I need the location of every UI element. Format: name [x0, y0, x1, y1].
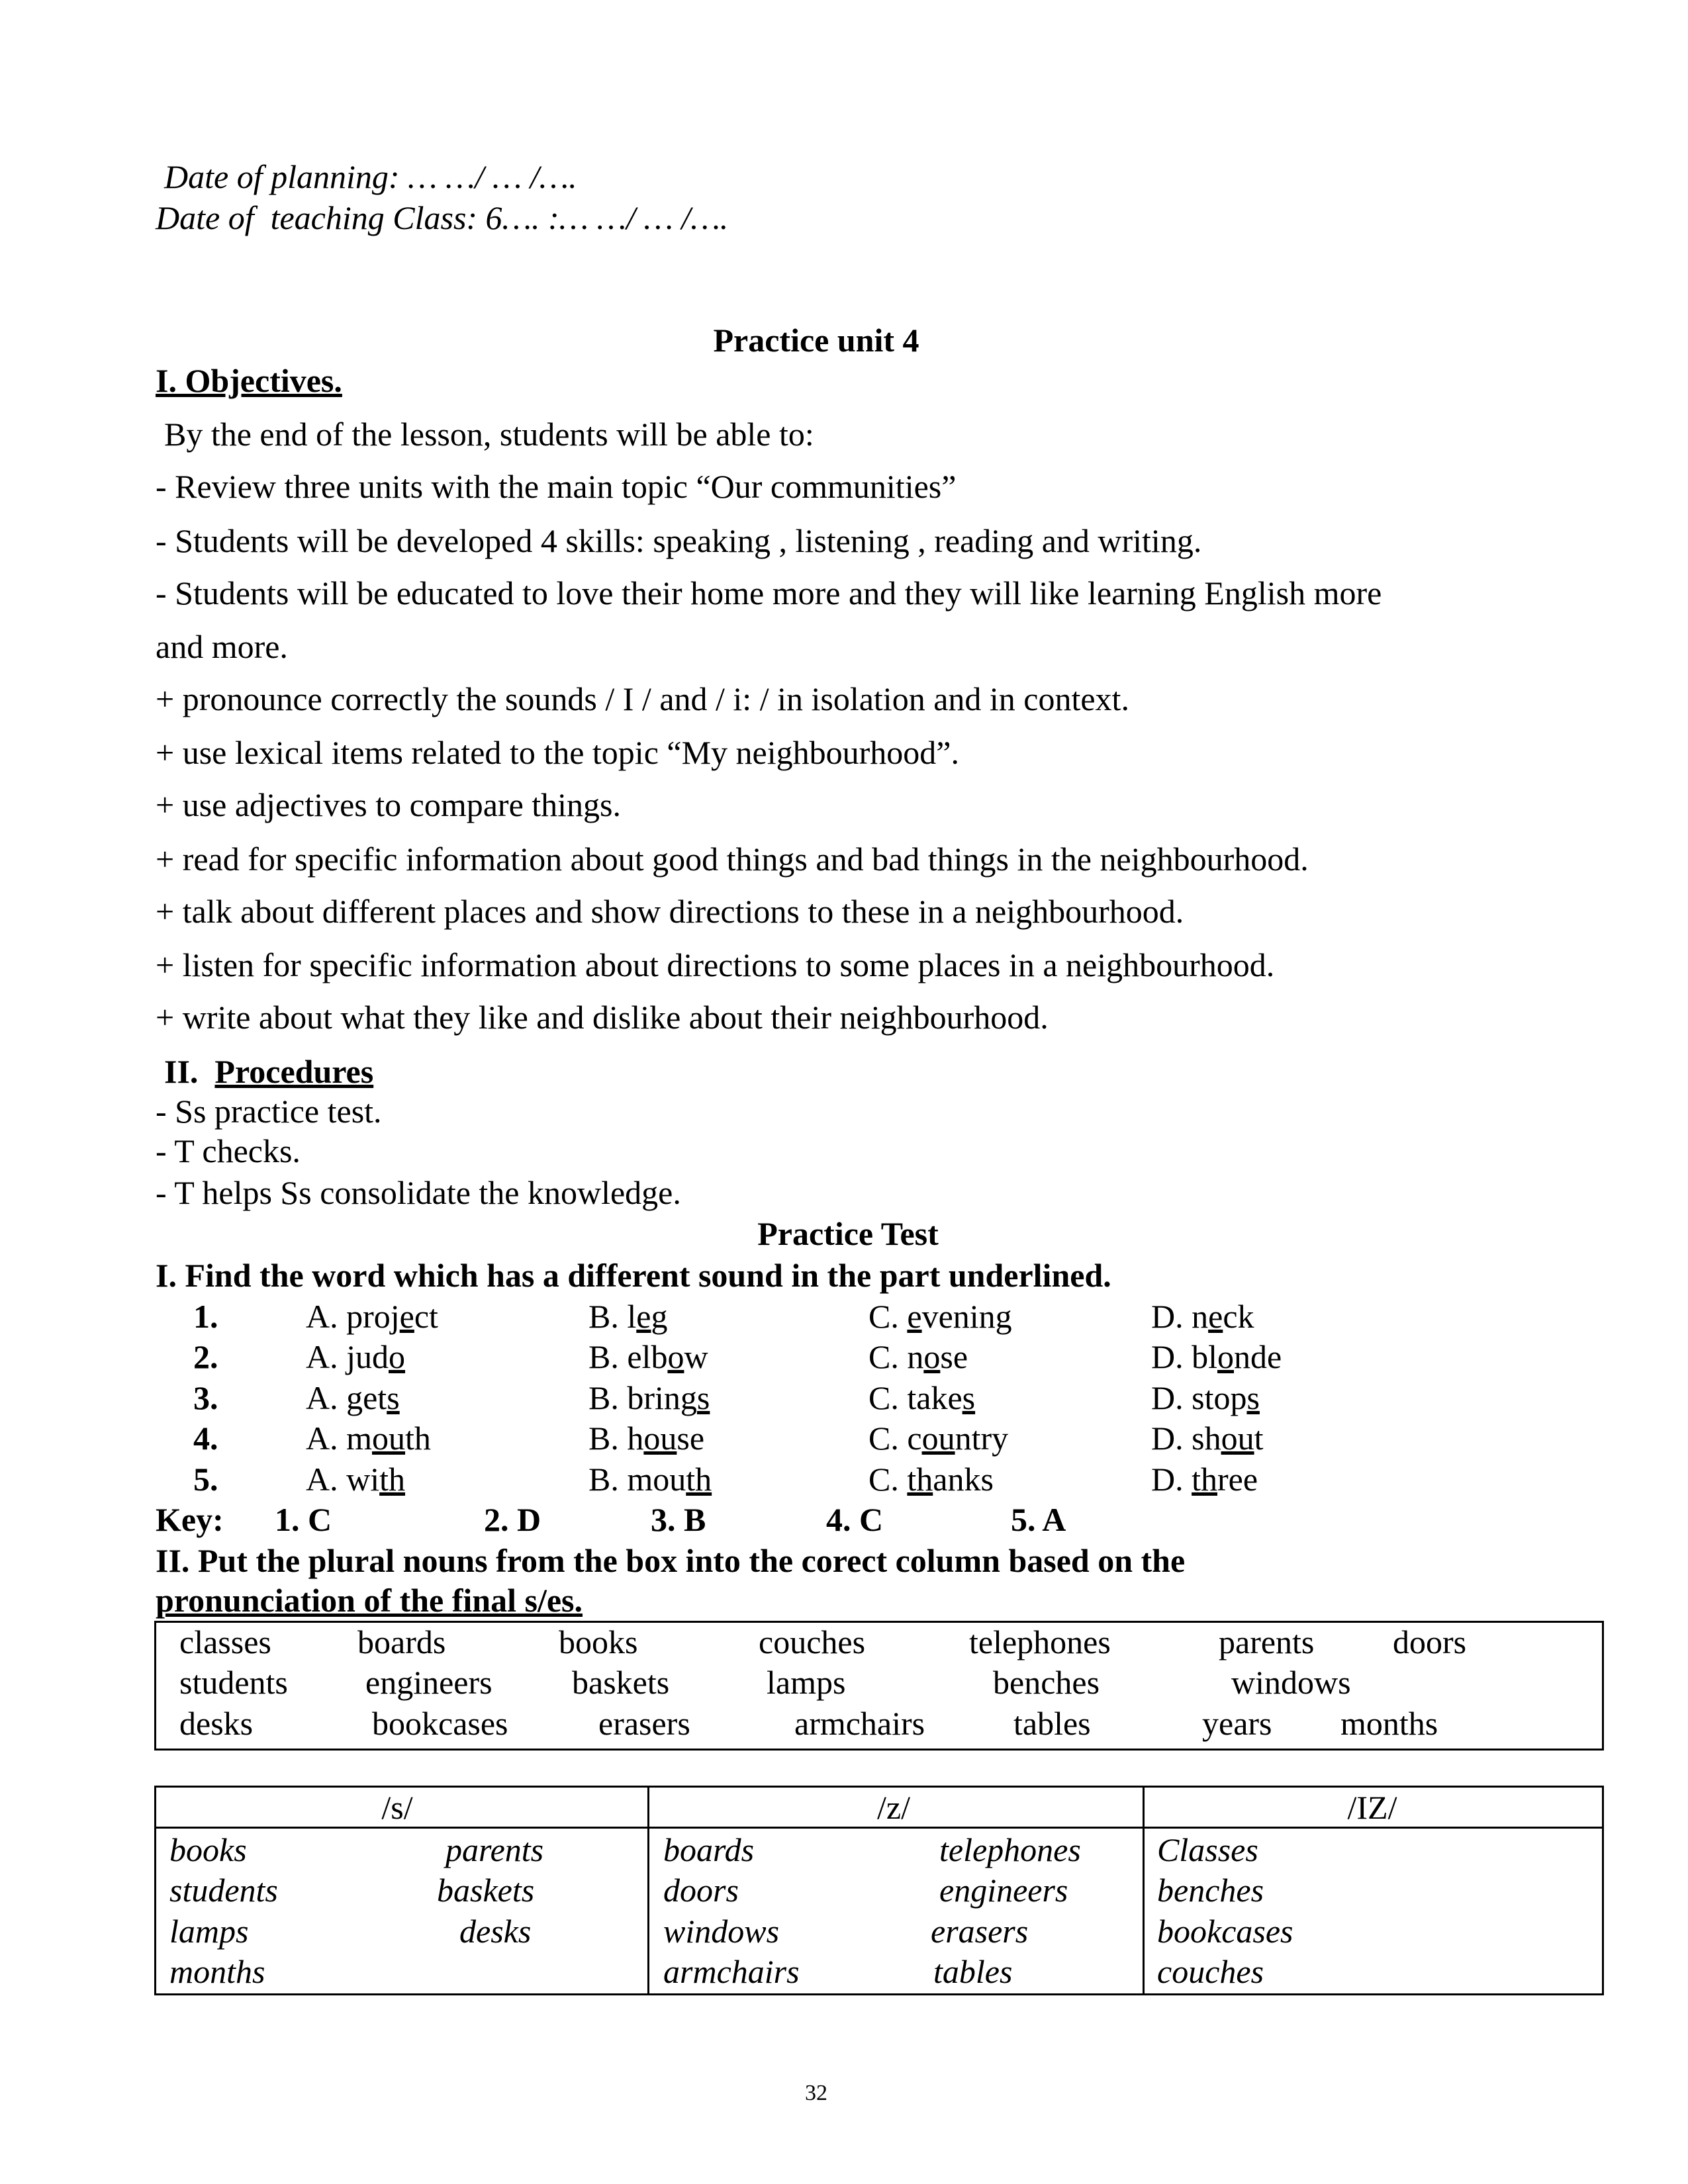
- option-text: A.: [306, 1338, 347, 1375]
- option-text: n: [907, 1338, 924, 1375]
- column-header-iz: /IZ/: [1347, 1789, 1397, 1826]
- table-header-divider: [154, 1827, 1604, 1829]
- exercise-2-heading-cont: pronunciation of the final s/es.: [156, 1582, 583, 1619]
- procedure-item: - T helps Ss consolidate the knowledge.: [156, 1174, 681, 1211]
- underlined-part: ou: [372, 1420, 406, 1457]
- answer-option: [306, 1379, 400, 1416]
- answer-option: [868, 1379, 975, 1416]
- key-answer: 3. B: [651, 1501, 706, 1538]
- box-word: students: [179, 1664, 288, 1701]
- answer-option: [306, 1338, 405, 1375]
- answer-option: [588, 1298, 667, 1335]
- option-text: B.: [588, 1461, 628, 1498]
- underlined-part: o: [923, 1338, 941, 1375]
- box-word: desks: [179, 1705, 254, 1742]
- answer-option: [868, 1461, 994, 1498]
- objective-item: + read for specific information about good things and bad things in the neighbourhood.: [156, 841, 1309, 878]
- option-text: ck: [1223, 1298, 1254, 1335]
- underlined-part: e: [1208, 1298, 1223, 1335]
- answer-option: [588, 1338, 708, 1375]
- procedures-heading: [164, 1053, 373, 1090]
- answer-option: [306, 1420, 431, 1457]
- option-text: h: [627, 1420, 644, 1457]
- option-text: B.: [588, 1338, 628, 1375]
- option-text: wi: [346, 1461, 380, 1498]
- page-number: 32: [805, 2081, 827, 2105]
- underlined-part: o: [667, 1338, 684, 1375]
- option-text: mou: [627, 1461, 686, 1498]
- option-text: elb: [627, 1338, 668, 1375]
- s-word: students: [169, 1872, 278, 1909]
- underlined-part: th: [1192, 1461, 1218, 1498]
- answer-option: [1151, 1338, 1282, 1375]
- box-word: boards: [357, 1623, 446, 1661]
- z-word: engineers: [939, 1872, 1068, 1909]
- objective-item: - Students will be educated to love their home more and they will like learning English more: [156, 574, 1382, 612]
- s-word: books: [169, 1831, 247, 1868]
- option-text: stop: [1192, 1379, 1247, 1416]
- option-text: t: [1254, 1420, 1264, 1457]
- objective-item: + listen for specific information about directions to some places in a neighbourhood.: [156, 946, 1275, 983]
- key-answer: 1. C: [275, 1501, 332, 1538]
- question-number: 4.: [193, 1420, 218, 1457]
- option-text: B.: [588, 1298, 628, 1335]
- column-divider: [647, 1786, 649, 1993]
- box-word: erasers: [598, 1705, 690, 1742]
- underlined-part: o: [389, 1338, 406, 1375]
- option-text: g: [651, 1298, 668, 1335]
- question-number: 3.: [193, 1379, 218, 1416]
- option-text: proj: [346, 1298, 400, 1335]
- answer-option: [868, 1338, 968, 1375]
- exercise-2-heading: II. Put the plural nouns from the box into the corect column based on the: [156, 1542, 1186, 1579]
- key-answer: 2. D: [484, 1501, 541, 1538]
- key-label: Key:: [156, 1501, 224, 1538]
- answer-option: [868, 1298, 1012, 1335]
- objective-item: + use lexical items related to the topic “My neighbourhood”.: [156, 734, 959, 771]
- underlined-part: e: [907, 1298, 922, 1335]
- question-number: 1.: [193, 1298, 218, 1335]
- answer-option: [306, 1298, 438, 1335]
- box-word: lamps: [767, 1664, 846, 1701]
- option-text: se: [677, 1420, 705, 1457]
- box-word: bookcases: [372, 1705, 508, 1742]
- s-word: months: [169, 1953, 265, 1990]
- option-text: th: [405, 1420, 431, 1457]
- answer-option: [868, 1420, 1008, 1457]
- box-word: doors: [1393, 1623, 1467, 1661]
- box-word: parents: [1219, 1623, 1315, 1661]
- option-text: D.: [1151, 1461, 1192, 1498]
- option-text: C.: [868, 1461, 908, 1498]
- option-text: se: [940, 1338, 968, 1375]
- iz-word: benches: [1157, 1872, 1264, 1909]
- option-text: n: [1192, 1298, 1209, 1335]
- z-word: boards: [663, 1831, 755, 1868]
- box-word: windows: [1231, 1664, 1351, 1701]
- objectives-intro: By the end of the lesson, students will be able to:: [164, 416, 814, 453]
- option-text: sh: [1192, 1420, 1221, 1457]
- page-title: Practice unit 4: [713, 322, 919, 359]
- underlined-part: ou: [643, 1420, 677, 1457]
- practice-test-title: Practice Test: [757, 1215, 939, 1252]
- column-divider: [1143, 1786, 1145, 1993]
- option-text: D.: [1151, 1298, 1192, 1335]
- underlined-part: ou: [921, 1420, 955, 1457]
- option-text: A.: [306, 1461, 347, 1498]
- exercise-1-heading: I. Find the word which has a different sound in the part underlined.: [156, 1257, 1111, 1294]
- iz-word: bookcases: [1157, 1913, 1293, 1950]
- box-word: couches: [759, 1623, 866, 1661]
- option-text: w: [684, 1338, 708, 1375]
- z-word: windows: [663, 1913, 780, 1950]
- answer-option: [1151, 1379, 1260, 1416]
- underlined-part: ou: [1221, 1420, 1254, 1457]
- option-text: D.: [1151, 1338, 1192, 1375]
- option-text: m: [346, 1420, 373, 1457]
- option-text: take: [907, 1379, 962, 1416]
- s-word: parents: [445, 1831, 544, 1868]
- s-word: baskets: [437, 1872, 535, 1909]
- underlined-part: e: [636, 1298, 651, 1335]
- option-text: C.: [868, 1379, 908, 1416]
- option-text: D.: [1151, 1420, 1192, 1457]
- procedure-item: - T checks.: [156, 1132, 301, 1169]
- key-answer: 4. C: [826, 1501, 884, 1538]
- underlined-part: o: [1217, 1338, 1235, 1375]
- option-text: A.: [306, 1298, 347, 1335]
- option-text: vening: [921, 1298, 1012, 1335]
- option-text: c: [907, 1420, 922, 1457]
- z-word: tables: [933, 1953, 1013, 1990]
- s-word: lamps: [169, 1913, 249, 1950]
- objective-item: + pronounce correctly the sounds / I / and / i: / in isolation and in context.: [156, 680, 1129, 717]
- date-of-teaching: Date of teaching Class: 6…. :… …/ … /….: [156, 199, 729, 236]
- iz-word: Classes: [1157, 1831, 1258, 1868]
- underlined-part: th: [379, 1461, 406, 1498]
- option-text: C.: [868, 1338, 908, 1375]
- box-word: engineers: [365, 1664, 492, 1701]
- z-word: doors: [663, 1872, 739, 1909]
- z-word: telephones: [939, 1831, 1081, 1868]
- underlined-part: e: [399, 1298, 414, 1335]
- box-word: baskets: [572, 1664, 670, 1701]
- box-word: classes: [179, 1623, 271, 1661]
- objective-item: - Review three units with the main topic “Our communities”: [156, 468, 957, 505]
- column-header-s: /s/: [381, 1789, 413, 1826]
- answer-option: [1151, 1298, 1254, 1335]
- option-text: C.: [868, 1298, 908, 1335]
- answer-option: [588, 1379, 710, 1416]
- option-text: ntry: [955, 1420, 1009, 1457]
- objective-item: + talk about different places and show directions to these in a neighbourhood.: [156, 893, 1184, 930]
- option-text: A.: [306, 1379, 347, 1416]
- objective-item: + use adjectives to compare things.: [156, 786, 622, 823]
- option-text: ct: [414, 1298, 438, 1335]
- answer-option: [1151, 1461, 1258, 1498]
- option-text: anks: [933, 1461, 994, 1498]
- z-word: erasers: [931, 1913, 1029, 1950]
- answer-option: [588, 1461, 712, 1498]
- procedure-item: - Ss practice test.: [156, 1093, 382, 1130]
- option-text: B.: [588, 1379, 628, 1416]
- iz-word: couches: [1157, 1953, 1264, 1990]
- z-word: armchairs: [663, 1953, 800, 1990]
- box-word: tables: [1013, 1705, 1091, 1742]
- underlined-part: s: [962, 1379, 976, 1416]
- box-word: armchairs: [794, 1705, 925, 1742]
- underlined-part: s: [387, 1379, 400, 1416]
- question-number: 5.: [193, 1461, 218, 1498]
- date-of-planning: Date of planning: … …/ … /….: [164, 158, 577, 195]
- question-number: 2.: [193, 1338, 218, 1375]
- box-word: months: [1340, 1705, 1438, 1742]
- key-answer: 5. A: [1011, 1501, 1066, 1538]
- objectives-heading: I. Objectives.: [156, 362, 342, 399]
- option-text: A.: [306, 1420, 347, 1457]
- option-text: get: [346, 1379, 387, 1416]
- underlined-part: th: [907, 1461, 933, 1498]
- column-header-z: /z/: [877, 1789, 910, 1826]
- option-text: ree: [1217, 1461, 1258, 1498]
- box-word: benches: [993, 1664, 1100, 1701]
- s-word: desks: [459, 1913, 532, 1950]
- option-text: jud: [346, 1338, 389, 1375]
- answer-option: [588, 1420, 704, 1457]
- underlined-part: s: [696, 1379, 710, 1416]
- box-word: years: [1202, 1705, 1272, 1742]
- box-word: telephones: [969, 1623, 1111, 1661]
- procedures-label: Procedures: [214, 1053, 374, 1090]
- box-word: books: [559, 1623, 638, 1661]
- option-text: D.: [1151, 1379, 1192, 1416]
- option-text: bl: [1192, 1338, 1218, 1375]
- option-text: bring: [627, 1379, 697, 1416]
- answer-option: [1151, 1420, 1263, 1457]
- option-text: l: [627, 1298, 637, 1335]
- objective-item: and more.: [156, 628, 288, 665]
- option-text: nde: [1234, 1338, 1282, 1375]
- answer-option: [306, 1461, 405, 1498]
- objective-item: - Students will be developed 4 skills: speaking , listening , reading and writing.: [156, 522, 1202, 559]
- option-text: C.: [868, 1420, 908, 1457]
- objective-item: + write about what they like and dislike about their neighbourhood.: [156, 999, 1049, 1036]
- procedures-number: II.: [164, 1053, 199, 1090]
- option-text: B.: [588, 1420, 628, 1457]
- underlined-part: s: [1246, 1379, 1260, 1416]
- underlined-part: th: [686, 1461, 712, 1498]
